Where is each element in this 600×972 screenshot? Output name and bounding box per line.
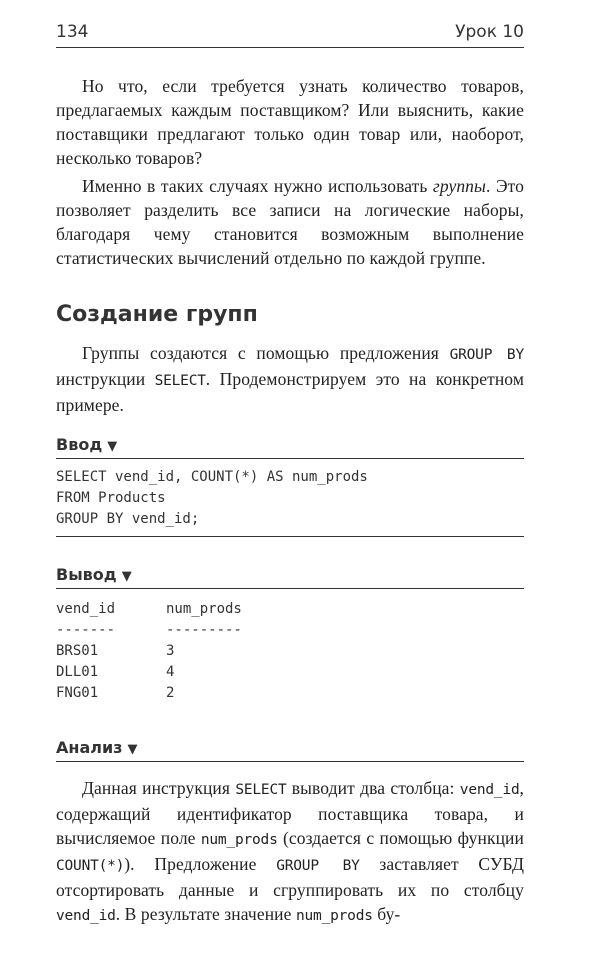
section-text-mid: инструкции	[56, 369, 155, 389]
analysis-text: (создается с помощью функции	[277, 828, 524, 848]
table-separator-row	[56, 620, 524, 641]
inline-code: num_prods	[200, 832, 278, 848]
inline-code: vend_id	[459, 782, 520, 798]
inline-code: GROUP BY	[276, 858, 360, 874]
num-prods-cell: 2	[166, 685, 175, 701]
vend-id-cell: BRS01	[56, 643, 99, 659]
section-text-end: . Продемонстрируем это на конкретном примере.	[56, 369, 524, 415]
table-header-row	[56, 599, 524, 620]
analysis-text: бу-	[372, 904, 401, 924]
intro-paragraph-1: Но что, если требуется узнать количество товаров, предлагаемых каждым поставщиком? Или выяснить, какие поставщики предлагают только один товар или, наоборот, несколько товаров?	[56, 76, 524, 168]
analysis-paragraph	[56, 776, 524, 928]
inline-code: num_prods	[295, 908, 373, 924]
analysis-text: выводит два столбца:	[286, 778, 460, 798]
analysis-text: , содержащий идентификатор поставщика товара, и вычисляемое поле	[56, 778, 524, 848]
column-header: num_prods	[166, 601, 242, 617]
analysis-label: Анализ	[56, 738, 123, 757]
inline-code: SELECT	[235, 782, 287, 798]
intro-p2-text: Именно в таких случаях нужно использовать	[82, 176, 433, 196]
intro-paragraph-2	[56, 174, 524, 270]
inline-code: COUNT(*)	[56, 858, 125, 874]
inline-code-select: SELECT	[154, 373, 206, 389]
vend-id-cell: FNG01	[56, 685, 99, 701]
input-block-header	[56, 435, 524, 459]
column-header: vend_id	[56, 601, 116, 617]
page-number: 134	[56, 22, 89, 42]
triangle-down-icon: ▼	[107, 439, 118, 454]
table-row	[56, 662, 524, 683]
section-text: Группы создаются с помощью предложения	[82, 343, 450, 363]
table-row	[56, 641, 524, 662]
section-paragraph	[56, 341, 524, 417]
output-label: Вывод	[56, 565, 117, 584]
analysis-text: ). Предложение	[124, 854, 277, 874]
triangle-down-icon: ▼	[121, 569, 132, 584]
vend-id-cell: DLL01	[56, 664, 99, 680]
output-table	[56, 589, 524, 704]
running-head	[56, 22, 524, 48]
intro-p2-text-end: . Это позволяет разделить все записи на логические наборы, благодаря чему становится возможным выполнение статистических вычислений отдельно по каждой группе.	[56, 176, 524, 268]
input-label: Ввод	[56, 435, 103, 454]
section-title: Создание групп	[56, 302, 258, 327]
analysis-text: заставляет СУБД отсортировать данные и сгруппировать их по столбцу	[56, 854, 524, 900]
output-block-header	[56, 565, 524, 589]
separator: ---------	[166, 622, 242, 638]
separator: -------	[56, 622, 116, 638]
intro-p2-emphasis: группы	[432, 176, 486, 196]
analysis-text: . В результате значение	[115, 904, 296, 924]
input-code-block: SELECT vend_id, COUNT(*) AS num_prods FROM Products GROUP BY vend_id;	[56, 459, 524, 537]
chapter-title: Урок 10	[455, 22, 524, 42]
analysis-block-header	[56, 738, 524, 762]
inline-code: vend_id	[56, 908, 116, 924]
table-row	[56, 683, 524, 704]
inline-code-group-by: GROUP BY	[449, 347, 524, 363]
num-prods-cell: 3	[166, 643, 175, 659]
num-prods-cell: 4	[166, 664, 175, 680]
triangle-down-icon: ▼	[127, 742, 138, 757]
analysis-text: Данная инструкция	[82, 778, 236, 798]
book-page	[56, 22, 524, 928]
